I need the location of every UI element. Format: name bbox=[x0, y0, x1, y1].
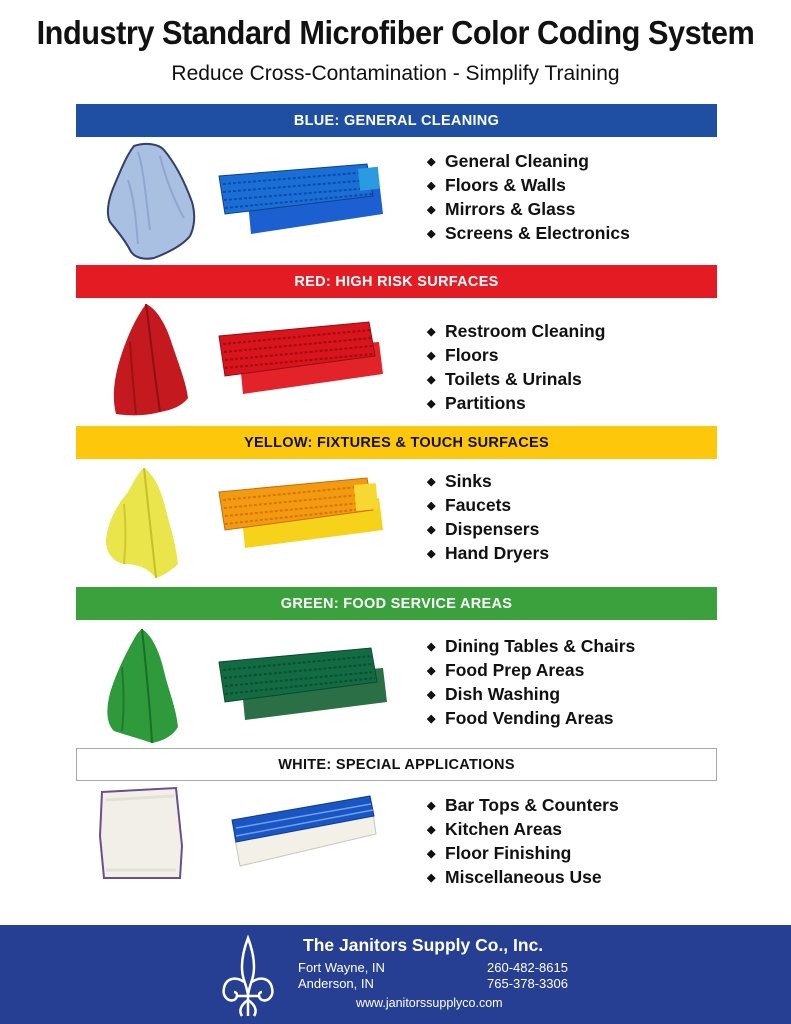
diamond-bullet-icon: ◆ bbox=[427, 350, 436, 362]
list-item: ◆ Bar Tops & Counters bbox=[427, 794, 619, 818]
company-name: The Janitors Supply Co., Inc. bbox=[303, 935, 544, 955]
list-item: ◆ Dish Washing bbox=[427, 683, 635, 707]
section-header-red: RED: HIGH RISK SURFACES bbox=[76, 265, 717, 298]
list-item: ◆ Hand Dryers bbox=[427, 542, 549, 566]
red-uses-list bbox=[427, 320, 605, 416]
diamond-bullet-icon: ◆ bbox=[427, 326, 436, 338]
list-item: ◆ General Cleaning bbox=[427, 150, 630, 174]
diamond-bullet-icon: ◆ bbox=[427, 713, 436, 725]
white-mop-pad-image bbox=[228, 794, 380, 876]
diamond-bullet-icon: ◆ bbox=[427, 800, 436, 812]
section-header-white: WHITE: SPECIAL APPLICATIONS bbox=[76, 748, 717, 781]
section-header-yellow: YELLOW: FIXTURES & TOUCH SURFACES bbox=[76, 426, 717, 459]
diamond-bullet-icon: ◆ bbox=[427, 500, 436, 512]
list-item: ◆ Floors bbox=[427, 344, 605, 368]
list-item: ◆ Food Prep Areas bbox=[427, 659, 635, 683]
list-item: ◆ Floors & Walls bbox=[427, 174, 630, 198]
diamond-bullet-icon: ◆ bbox=[427, 524, 436, 536]
fleur-de-lis-icon bbox=[218, 934, 278, 1020]
diamond-bullet-icon: ◆ bbox=[427, 204, 436, 216]
diamond-bullet-icon: ◆ bbox=[427, 228, 436, 240]
list-item: ◆ Screens & Electronics bbox=[427, 222, 630, 246]
location-phone: 765-378-3306 bbox=[487, 976, 568, 991]
diamond-bullet-icon: ◆ bbox=[427, 689, 436, 701]
list-item: ◆ Toilets & Urinals bbox=[427, 368, 605, 392]
diamond-bullet-icon: ◆ bbox=[427, 398, 436, 410]
list-item: ◆ Faucets bbox=[427, 494, 549, 518]
diamond-bullet-icon: ◆ bbox=[427, 156, 436, 168]
yellow-uses-list bbox=[427, 470, 549, 566]
diamond-bullet-icon: ◆ bbox=[427, 872, 436, 884]
list-item: ◆ Sinks bbox=[427, 470, 549, 494]
list-item: ◆ Partitions bbox=[427, 392, 605, 416]
blue-microfiber-cloth-image bbox=[104, 140, 199, 262]
section-header-blue: BLUE: GENERAL CLEANING bbox=[76, 104, 717, 137]
white-uses-list bbox=[427, 794, 619, 890]
diamond-bullet-icon: ◆ bbox=[427, 848, 436, 860]
yellow-microfiber-cloth-image bbox=[104, 464, 184, 582]
diamond-bullet-icon: ◆ bbox=[427, 476, 436, 488]
blue-mop-pad-image bbox=[217, 162, 383, 238]
diamond-bullet-icon: ◆ bbox=[427, 824, 436, 836]
location-phone: 260-482-8615 bbox=[487, 960, 568, 975]
green-uses-list bbox=[427, 635, 635, 731]
location-city: Fort Wayne, IN bbox=[298, 960, 385, 975]
diamond-bullet-icon: ◆ bbox=[427, 548, 436, 560]
red-microfiber-cloth-image bbox=[110, 302, 190, 418]
website-link[interactable]: www.janitorssupplyco.com bbox=[356, 996, 503, 1010]
yellow-mop-pad-image bbox=[217, 474, 383, 552]
white-microfiber-towel-image bbox=[96, 786, 186, 882]
list-item: ◆ Dispensers bbox=[427, 518, 549, 542]
list-item: ◆ Miscellaneous Use bbox=[427, 866, 619, 890]
location-city: Anderson, IN bbox=[298, 976, 374, 991]
diamond-bullet-icon: ◆ bbox=[427, 665, 436, 677]
list-item: ◆ Floor Finishing bbox=[427, 842, 619, 866]
page-subtitle: Reduce Cross-Contamination - Simplify Training bbox=[171, 62, 620, 85]
page-title: Industry Standard Microfiber Color Coding System bbox=[36, 14, 755, 51]
section-header-green: GREEN: FOOD SERVICE AREAS bbox=[76, 587, 717, 620]
list-item: ◆ Mirrors & Glass bbox=[427, 198, 630, 222]
list-item: ◆ Restroom Cleaning bbox=[427, 320, 605, 344]
diamond-bullet-icon: ◆ bbox=[427, 180, 436, 192]
list-item: ◆ Food Vending Areas bbox=[427, 707, 635, 731]
list-item: ◆ Dining Tables & Chairs bbox=[427, 635, 635, 659]
green-mop-pad-image bbox=[217, 642, 387, 724]
diamond-bullet-icon: ◆ bbox=[427, 641, 436, 653]
green-microfiber-cloth-image bbox=[104, 627, 182, 745]
red-mop-pad-image bbox=[217, 318, 383, 398]
blue-uses-list bbox=[427, 150, 630, 246]
diamond-bullet-icon: ◆ bbox=[427, 374, 436, 386]
list-item: ◆ Kitchen Areas bbox=[427, 818, 619, 842]
